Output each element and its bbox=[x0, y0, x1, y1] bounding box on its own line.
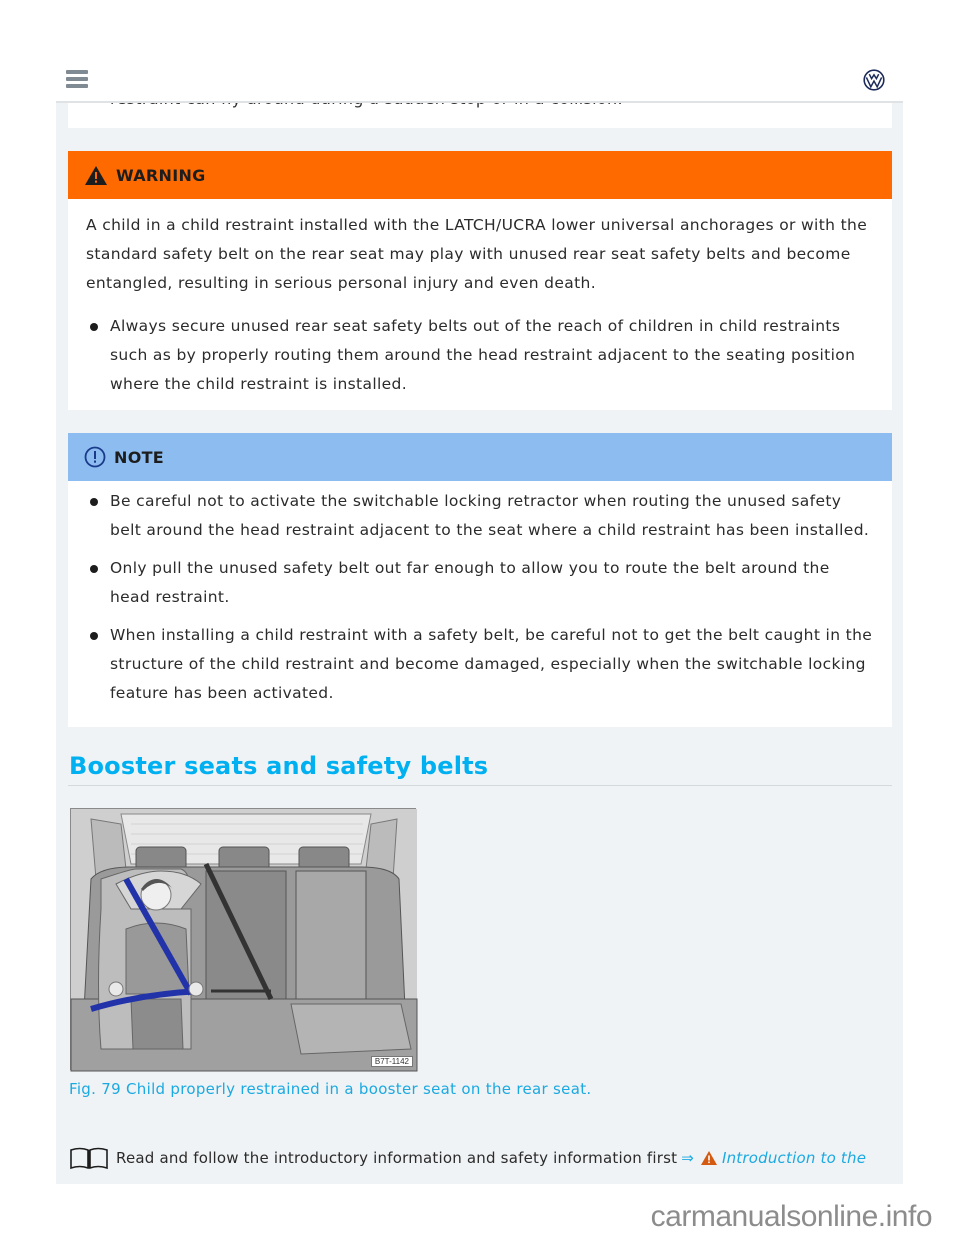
content-page bbox=[56, 102, 903, 1184]
book-icon bbox=[68, 1146, 110, 1170]
hamburger-menu-icon[interactable] bbox=[66, 70, 88, 88]
warning-bullets bbox=[86, 312, 874, 399]
vw-logo-icon[interactable] bbox=[863, 69, 885, 91]
figure-caption: Fig. 79 Child properly restrained in a booster seat on the rear seat. bbox=[69, 1080, 592, 1098]
warning-header bbox=[68, 151, 892, 199]
warning-paragraph: A child in a child restraint installed with the LATCH/UCRA lower universal anchorages or with the standard safety belt on the rear seat may play with unused rear seat safety belts and become entangled, resulting in serious personal injury and even death. bbox=[86, 216, 868, 292]
intro-text: Read and follow the introductory information and safety information first bbox=[116, 1149, 678, 1167]
section-divider bbox=[68, 785, 892, 786]
note-bullet: Only pull the unused safety belt out far enough to allow you to route the belt around the head restraint. bbox=[86, 554, 874, 612]
exclamation-circle-icon bbox=[84, 446, 106, 468]
warning-bullet: Always secure unused rear seat safety belts out of the reach of children in child restraints such as by properly routing them around the head restraint adjacent to the seating position where the child restraint is installed. bbox=[86, 312, 874, 399]
note-header bbox=[68, 433, 892, 481]
warning-triangle-icon bbox=[700, 1150, 718, 1166]
arrow-icon: ⇒ bbox=[681, 1149, 694, 1167]
note-box bbox=[68, 433, 892, 727]
warning-title: WARNING bbox=[116, 165, 206, 185]
note-bullets bbox=[86, 487, 874, 708]
warning-box bbox=[68, 151, 892, 410]
warning-triangle-icon bbox=[84, 165, 108, 186]
header-divider bbox=[56, 101, 903, 103]
note-bullet: Be careful not to activate the switchable locking retractor when routing the unused safety belt around the head restraint adjacent to the seat where a child restraint has been installed. bbox=[86, 487, 874, 545]
top-bar bbox=[0, 0, 960, 102]
watermark-text: carmanualsonline.info bbox=[650, 1200, 932, 1233]
section-title: Booster seats and safety belts bbox=[69, 752, 489, 780]
intro-reference bbox=[68, 1146, 866, 1170]
booster-seat-illustration bbox=[71, 809, 417, 1071]
note-bullet: When installing a child restraint with a safety belt, be careful not to get the belt caught in the structure of the child restraint and become damaged, especially when the switchable locking feature has been activated. bbox=[86, 621, 874, 708]
booster-seat-figure bbox=[70, 808, 416, 1070]
introduction-link[interactable]: Introduction to the bbox=[721, 1149, 867, 1167]
figure-label: B7T-1142 bbox=[371, 1056, 413, 1067]
previous-panel bbox=[68, 102, 892, 128]
note-title: NOTE bbox=[114, 447, 165, 467]
